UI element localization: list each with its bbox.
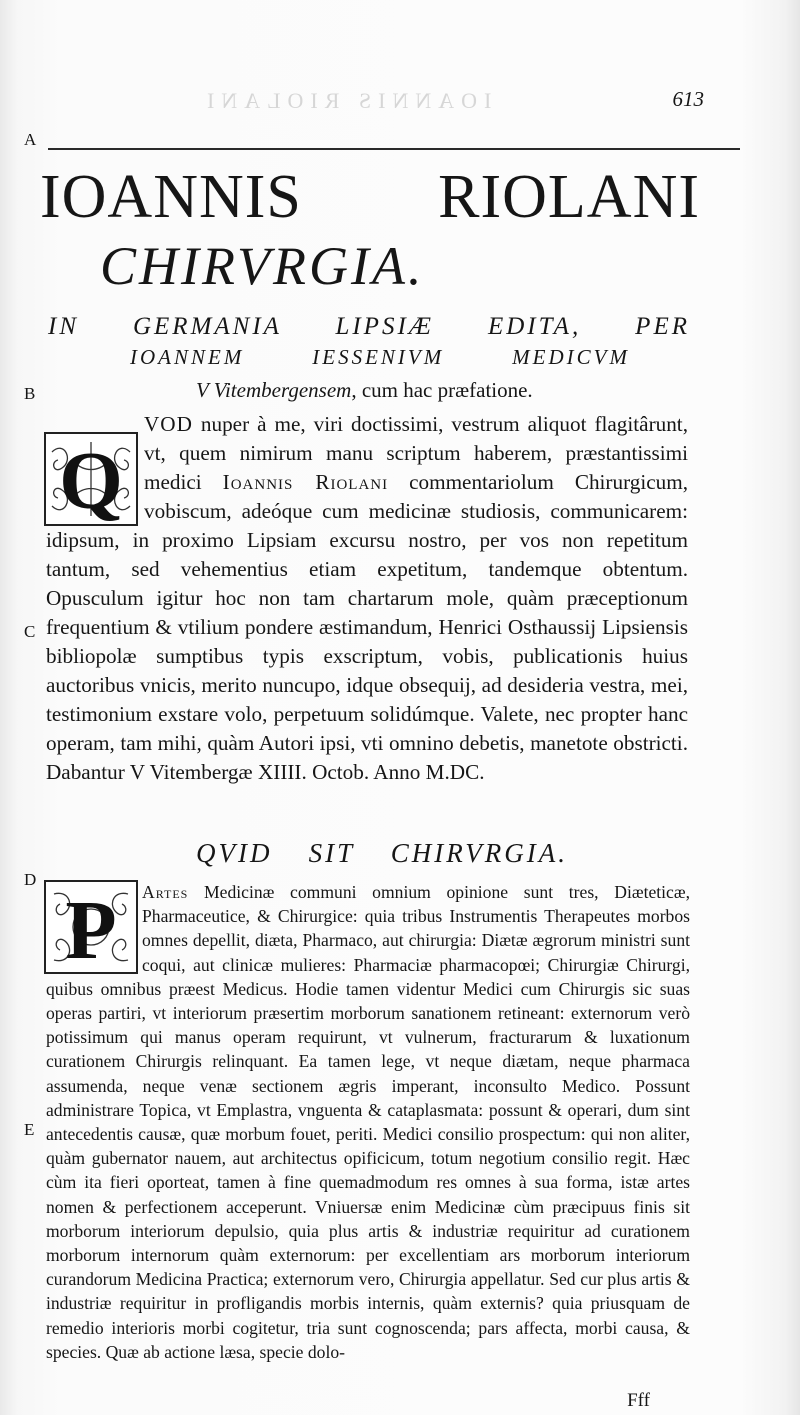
chapter-body-text	[46, 880, 690, 1364]
preface-dedication	[46, 410, 688, 787]
margin-letter-e: E	[24, 1120, 35, 1139]
margin-letter-d: D	[24, 870, 37, 889]
preface-author-name: Ioannis Riolani	[222, 470, 389, 494]
preface-text-1: nuper à me, viri doctissimi, vestrum aliquot flagitârunt, vt, quem nimirum manu scriptum haberem, præstantissimi medici	[144, 412, 688, 494]
section-heading: QVID SIT CHIRVRGIA.	[196, 838, 568, 868]
initial-p-letter: P	[65, 884, 117, 974]
title-work: CHIRVRGIA.	[100, 236, 425, 296]
chapter-opening-word: Artes	[142, 882, 189, 902]
subtitle-edition: IN GERMANIA LIPSIÆ EDITA, PER	[48, 313, 690, 340]
subtitle-editor: IOANNEM IESSENIVM MEDICVM	[130, 345, 630, 369]
initial-space	[46, 410, 144, 506]
initial-q-letter: Q	[59, 435, 123, 526]
margin-letter-b: B	[24, 384, 36, 403]
page-number: 613	[672, 87, 704, 111]
margin-letter-a: A	[24, 130, 37, 149]
header-rule	[48, 148, 740, 150]
preface-opening-word: VOD	[144, 412, 193, 436]
chapter-text: Medicinæ communi omnium opinione sunt tres, Diæteticæ, Pharmaceutice, & Chirurgice: quia tribus Instrumentis Therapeutes morbos omnes depellit, diæta, Pharmaco, aut chirurgia: Diætæ ægrorum ministri sunt coqui, aut clinicæ mulieres: Pharmaciæ pharmacopœi; Chirurgiæ Chirurgi, quibus omnibus præest Medicus. Hodie tamen videntur Medici cum Chirurgis sic suas operas partiri, vt interiorum præsertim morborum sanationem retineant: externorum verò potissimum qui manus operam requirunt, vt vulnerum, fracturarum & luxationum curationem Chirurgis relinquant. Ea tamen lege, vt neque diætam, neque pharmaca assumenda, neque venæ sectionem ægris imperant, inconsulto Medico. Possunt administrare Topica, vt Emplastra, vnguenta & cataplasmata: possunt & operari, dum sint antecedentis causæ, quæ morbum fouet, periti. Medici consilio prospectum: qui non aliter, quàm gubernator nauem, aut architectus opificicum, totum negotium consilio regit. Hæc cùm ita fieri oporteat, tamen à fine quemadmodum res omnes à sua forma, istæ artes nomen & perfectionem acceperunt. Vniuersæ enim Medicinæ cùm præcipuus finis sit morborum interiorum depulsio, quia plus artis & industriæ requiritur ad curationem morborum internorum quàm externorum: per excellentiam ars morborum interiorum curandorum Medicina Practica; externorum vero, Chirurgia appellatur. Sed cur plus artis & industriæ requiritur in profligandis morbis internis, quàm externis? quia priusquam de remedio interioris morbi cogitetur, tria sunt cognoscenda; pars affecta, morbi causa, & species. Quæ ab actione læsa, specie dolo-	[46, 882, 690, 1362]
subtitle-preface-note: , cum hac præfatione.	[351, 378, 533, 402]
preface-text-2: commentariolum Chirurgicum, vobiscum, adeóque cum medicinæ studiosis, communicarem: idipsum, in proximo Lipsiam excursu nostro, per vos non repetitum tantum, sed vehementius etiam expetitum, tandemque obtentum. Opusculum igitur hoc non tam chartarum mole, quàm præceptionum frequentium & vtilium pondere æstimandum, Henrici Osthaussij Lipsiensis bibliopolæ sumptibus typis exscriptum, vobis, publicationis huius auctoribus vnicis, merito nuncupo, idque obsequij, ad desideria vestra, mei, testimonium exstare volo, perpetuum solidúmque. Valete, nec propter hanc operam, tam mihi, quàm Autori ipsi, vti omnino debetis, manetote obstricti. Dabantur V Vitembergæ XIIII. Octob. Anno M.DC.	[46, 470, 689, 784]
initial-space-2	[46, 880, 142, 976]
title-author: IOANNIS RIOLANI	[40, 163, 700, 231]
bleed-through-running-head: IOANNIS RIOLANI	[200, 88, 492, 113]
subtitle-place: V Vitembergensem	[196, 378, 352, 402]
margin-letter-c: C	[24, 622, 36, 641]
subtitle-preface	[196, 378, 533, 402]
signature-mark: Fff	[627, 1390, 650, 1411]
